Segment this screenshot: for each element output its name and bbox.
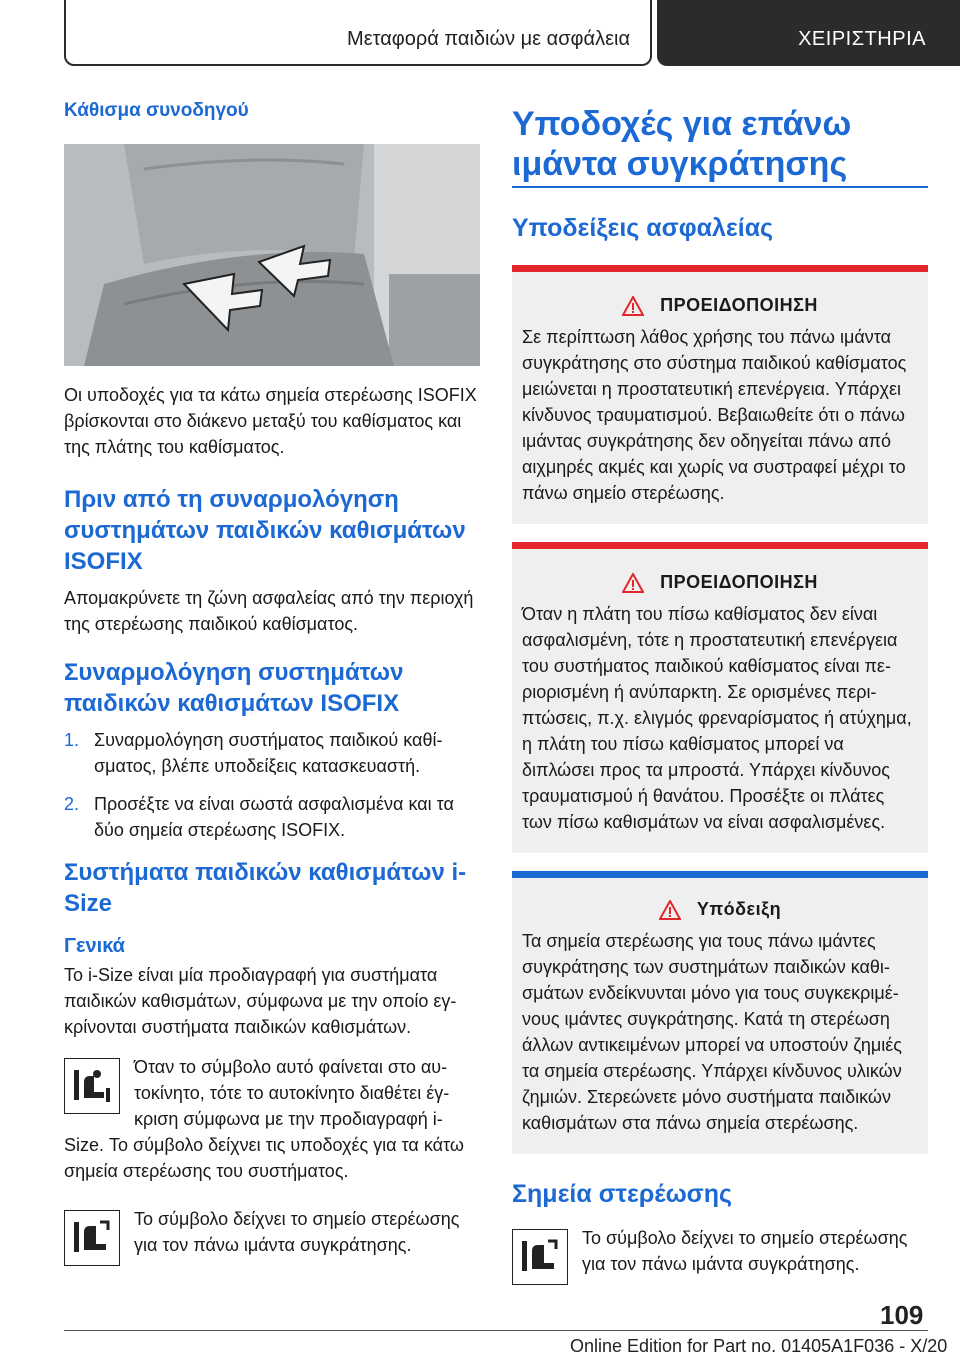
list-item <box>64 727 480 779</box>
hint-box <box>512 871 928 1154</box>
section-title: ΧΕΙΡΙΣΤΗΡΙΑ <box>798 28 926 50</box>
right-column <box>512 100 928 1289</box>
heading-rule <box>512 186 928 188</box>
isize-symbol-block <box>64 1054 480 1184</box>
list-item <box>64 791 480 843</box>
safety-heading: Υποδείξεις ασφαλείας <box>512 214 774 242</box>
warning-bar <box>512 542 928 549</box>
tether-anchor-icon <box>64 1210 120 1266</box>
warning-title-row <box>522 572 918 593</box>
warning-title-row <box>522 295 918 316</box>
step-text: Συναρμολόγηση συστήματος παιδικού καθίσματος, βλέπε υποδείξεις κατασκευαστή. <box>94 730 443 776</box>
general-heading: Γενικά <box>64 935 125 957</box>
tether-anchor-icon <box>512 1229 568 1285</box>
step-number: 2. <box>64 794 80 814</box>
hint-title: Υπόδειξη <box>696 899 782 919</box>
tether-symbol-block <box>64 1206 480 1258</box>
chapter-tab <box>64 0 652 66</box>
page-number: 109 <box>880 1300 924 1330</box>
section-tab <box>657 0 960 66</box>
footer-rule <box>64 1330 928 1331</box>
mounting-steps <box>64 727 480 843</box>
anchor-symbol-block <box>512 1225 928 1277</box>
hint-text: Τα σημεία στερέωσης για τους πάνω ιμάντες συγκράτησης των συστημάτων παιδικών καθισμάτων ενδείκνυνται μόνο για τους συγκεκριμένους ιμάντες συγκράτησης. Κατά τη στερέωση άλλων αντικειμένων μπορεί να υποστούν ζημιές τα σημεία στερέωσης. Υπάρχει κίνδυνος υλικών ζημιών. Στερεώνετε μόνο συστήματα παιδικών καθισμάτων στα πάνω σημεία στερέωσης. <box>522 931 902 1133</box>
warning-title: ΠΡΟΕΙΔΟΠΟΙΗΣΗ <box>660 572 818 592</box>
photo-caption: Οι υποδοχές για τα κάτω σημεία στερέωσης ISOFIX βρίσκονται στο διάκενο μεταξύ του καθίσματος και της πλάτης του καθίσματος. <box>64 385 477 457</box>
page-header <box>0 0 960 66</box>
main-heading: Υποδοχές για επάνω ιμάντα συγκράτησης <box>512 105 852 183</box>
hint-title-row <box>522 899 918 920</box>
warning-triangle-icon <box>622 296 644 316</box>
warning-title: ΠΡΟΕΙΔΟΠΟΙΗΣΗ <box>660 295 818 315</box>
warning-text: Όταν η πλάτη του πίσω καθίσματος δεν είναι ασφαλισμένη, τότε η προστατευτική επενέργεια του συστήματος παιδικού καθίσματος είναι περιορισμένη ή ανύπαρκτη. Σε ορισμένες περιπτώσεις, π.χ. ελιγμός φρεναρίσματος ή ατύχημα, η πλάτη του πίσω καθίσματος μπορεί να διπλώσει προς τα μπροστά. Υπάρχει κίνδυνος τραυματισμού ή θανάτου. Προσέξτε οι πλάτες των πίσω καθισμάτων να είναι ασφαλισμένες. <box>522 604 912 832</box>
warning-box-2 <box>512 542 928 853</box>
left-column <box>64 100 480 1270</box>
warning-box-1 <box>512 265 928 524</box>
mounting-heading: Συναρμολόγηση συστημάτων παιδικών καθισμάτων ISOFIX <box>64 659 404 717</box>
passenger-seat-heading: Κάθισμα συνοδηγού <box>64 100 249 121</box>
chapter-title: Μεταφορά παιδιών με ασφάλεια <box>347 28 630 50</box>
isize-symbol-icon <box>64 1058 120 1114</box>
step-text: Προσέξτε να είναι σωστά ασφαλισμένα και τα δύο σημεία στερέωσης ISOFIX. <box>94 794 454 840</box>
isize-symbol-text: Όταν το σύμβολο αυτό φαίνεται στο αυτοκίνητο, τότε το αυτοκίνητο διαθέτει έγκριση σύμφωνα με την προδιαγραφή i-Size. Το σύμβολο δείχνει τις υποδοχές για τα κάτω σημεία στερέωσης του συστήματος. <box>64 1057 464 1181</box>
seat-photo <box>64 144 480 366</box>
edition-text: Online Edition for Part no. 01405A1F036 - X/20 <box>570 1336 948 1356</box>
before-mounting-text: Απομακρύνετε τη ζώνη ασφαλείας από την περιοχή της στερέωσης παιδικού καθίσματος. <box>64 588 474 634</box>
warning-triangle-icon <box>622 573 644 593</box>
anchor-symbol-text: Το σύμβολο δείχνει το σημείο στερέωσης για τον πάνω ιμάντα συγκράτησης. <box>582 1228 908 1274</box>
anchor-points-heading: Σημεία στερέωσης <box>512 1180 733 1208</box>
step-number: 1. <box>64 730 80 750</box>
warning-text: Σε περίπτωση λάθος χρήσης του πάνω ιμάντα συγκράτησης στο σύστημα παιδικού καθίσματος μειώνεται η προστατευτική επενέργεια. Υπάρχει κίνδυνος τραυματισμού. Βεβαιωθείτε ότι ο πάνω ιμάντας συγκράτησης δεν οδηγείται πάνω από αιχμηρές ακμές και χωρίς να συστραφεί μέχρι το πάνω σημείο στερέωσης. <box>522 327 907 503</box>
isize-heading: Συστήματα παιδικών καθισμάτων i-Size <box>64 859 467 917</box>
general-text: Το i-Size είναι μία προδιαγραφή για συστήματα παιδικών καθισμάτων, σύμφωνα με την οποίο εγκρίνονται συστήματα παιδικών καθισμάτων. <box>64 965 457 1037</box>
hint-bar <box>512 871 928 878</box>
before-mounting-heading: Πριν από τη συναρμολόγηση συστημάτων παιδικών καθισμάτων ISOFIX <box>64 486 466 575</box>
seat-illustration <box>64 144 480 366</box>
warning-bar <box>512 265 928 272</box>
tether-symbol-text: Το σύμβολο δείχνει το σημείο στερέωσης για τον πάνω ιμάντα συγκράτησης. <box>134 1209 460 1255</box>
hint-triangle-icon <box>659 900 681 920</box>
